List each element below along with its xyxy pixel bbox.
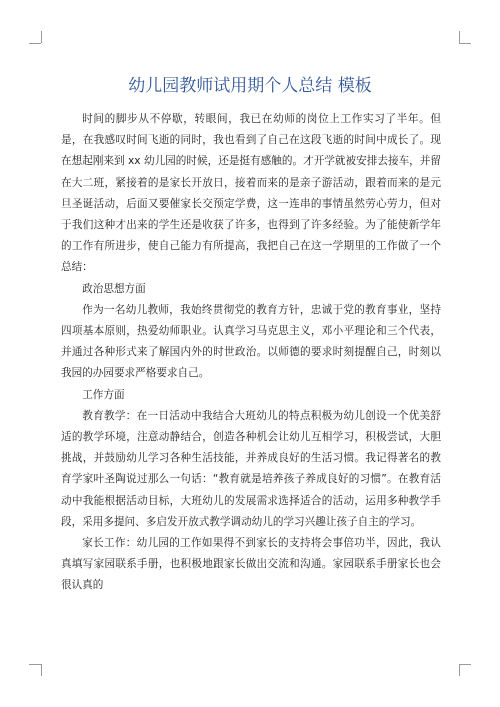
crop-mark-top-left-h <box>29 43 41 44</box>
teaching-paragraph: 教育教学：在一日活动中我结合大班幼儿的特点积极为幼儿创设一个优美舒适的教学环境，注意动静结合，创造各种机会让幼儿互相学习，积极尝试，大胆挑战，并鼓励幼儿学习各种生活技能，并养成良好的生活习惯。我记得著名的教育学家叶圣陶说过那么一句话：“教育就是培养孩子养成良好的习惯”。在教育活动中我能根据活动目标，大班幼儿的发展需求选择适合的活动，运用多种教学手段，采用多提问、多启发开放式教学调动幼儿的学习兴趣让孩子自主的学习。 <box>61 409 441 528</box>
section-heading-politics: 政治思想方面 <box>82 282 146 295</box>
crop-mark-top-right-v <box>459 31 460 43</box>
crop-mark-bottom-right-h <box>459 664 471 665</box>
document-title: 幼儿园教师试用期个人总结 模板 <box>128 76 372 97</box>
parent-work-paragraph: 家长工作：幼儿园的工作如果得不到家长的支持将会事倍功半，因此，我认真填写家园联系手册，也积极地跟家长做出交流和沟通。家园联系手册家长也会很认真的 <box>61 537 441 592</box>
crop-mark-top-right-h <box>459 43 471 44</box>
crop-mark-bottom-left-v <box>41 664 42 676</box>
crop-mark-top-left-v <box>41 31 42 43</box>
intro-paragraph: 时间的脚步从不停歇，转眼间，我已在幼师的岗位上工作实习了半年。但是，在我感叹时间飞逝的同时，我也看到了自己在这段飞逝的时间中成长了。现在想起刚来到 xx 幼儿园的时候，还是挺有感触的。才开学就被安排去接车，并留在大二班，紧接着的是家长开放日，接着而来的是亲子游活动，跟着而来的是元旦圣诞活动，后面又要催家长交预定学费，这一连串的事情虽然劳心劳力，但对于我们这种才出来的学生还是收获了许多，也得到了许多经验。为了能使新学年的工作有所进步，使自己能力有所提高，我把自己在这一学期里的工作做了一个总结： <box>61 113 441 274</box>
document-body <box>61 109 441 597</box>
crop-mark-bottom-right-v <box>459 664 460 676</box>
politics-paragraph: 作为一名幼儿教师，我始终贯彻党的教育方针，忠诚于党的教育事业，坚持四项基本原则，热爱幼师职业。认真学习马克思主义，邓小平理论和三个代表，并通过各种形式来了解国内外的时世政治。以师德的要求时刻提醒自己，时刻以我园的办园要求严格要求自己。 <box>61 303 441 380</box>
section-heading-work: 工作方面 <box>82 388 125 401</box>
crop-mark-bottom-left-h <box>29 664 41 665</box>
